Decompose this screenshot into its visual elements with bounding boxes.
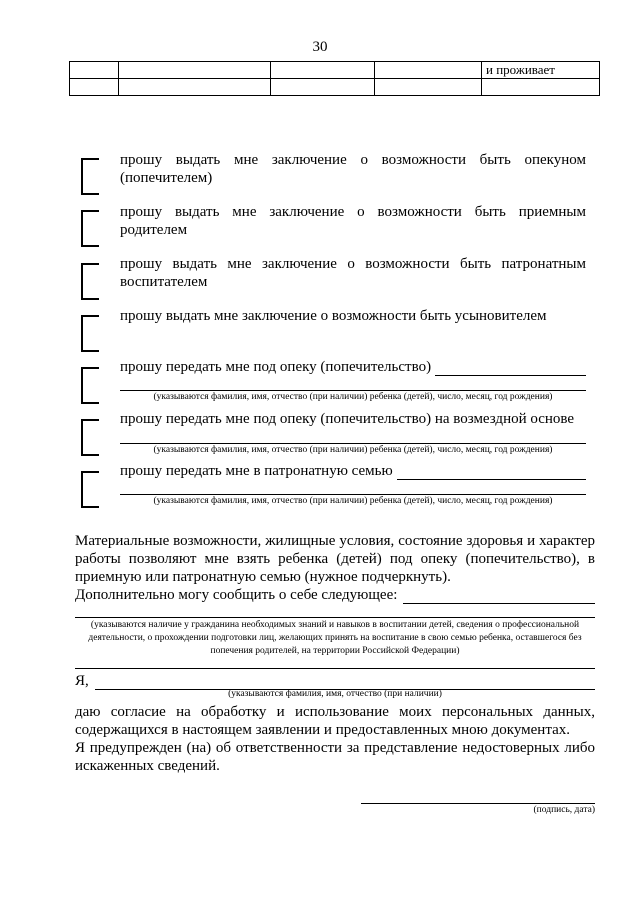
additional-info-field[interactable] [403, 589, 595, 604]
table-cell [271, 79, 375, 96]
option-checkbox-custody[interactable] [81, 367, 99, 404]
table-cell [375, 62, 482, 79]
table-cell [375, 79, 482, 96]
child-name-field[interactable] [435, 361, 586, 376]
additional-info-note: (указываются наличие у гражданина необходимых знаний и навыков в воспитании детей, сведения о профессиональной деятельности, о прохождении подготовки лиц, желающих принять на воспитание в свою семью ребенка, оставшегося без попечения родителей, на территории Российской Федерации) [88, 620, 582, 656]
table-cell [119, 79, 271, 96]
option-custody-note: (указываются фамилия, имя, отчество (при наличии) ребенка (детей), число, месяц, год рождения) [153, 392, 553, 402]
option-foster-parent-text: прошу выдать мне заключение о возможности быть приемным родителем [120, 204, 586, 238]
table-cell [119, 62, 271, 79]
table-cell [70, 79, 119, 96]
signature-line[interactable] [361, 803, 595, 804]
option-checkbox-paid-custody[interactable] [81, 419, 99, 456]
i-label: Я, [75, 673, 89, 689]
additional-info-line [75, 586, 595, 604]
option-patronat-family-text: прошу передать мне в патронатную семью [120, 463, 393, 479]
additional-info-line-2[interactable] [75, 617, 595, 618]
table-cell [271, 62, 375, 79]
table-cell: и проживает [482, 62, 600, 79]
info-table [69, 61, 600, 96]
additional-info-label: Дополнительно могу сообщить о себе следующее: [75, 587, 398, 603]
page-number: 30 [312, 39, 328, 55]
option-checkbox-adopter[interactable] [81, 315, 99, 352]
patronat-child-field[interactable] [397, 465, 586, 480]
table-row [70, 62, 600, 79]
option-checkbox-guardian[interactable] [81, 158, 99, 195]
applicant-name-note: (указываются фамилия, имя, отчество (при наличии) [228, 689, 442, 699]
option-guardian-text: прошу выдать мне заключение о возможности быть опекуном (попечителем) [120, 152, 586, 186]
consent-paragraph: даю согласие на обработку и использование моих персональных данных, содержащихся в настоящем заявлении и предоставленных мною документах. [75, 704, 595, 738]
option-patronat-family-line [120, 462, 586, 480]
option-patronat-text: прошу выдать мне заключение о возможности быть патронатным воспитателем [120, 256, 586, 290]
option-custody-text: прошу передать мне под опеку (попечительство) [120, 359, 432, 375]
conditions-paragraph: Материальные возможности, жилищные условия, состояние здоровья и характер работы позволяют мне взять ребенка (детей) под опеку (попечительство), в приемную или патронатную семью (нужное подчеркнуть). [75, 533, 595, 585]
table-row [70, 79, 600, 96]
option-checkbox-patronat[interactable] [81, 263, 99, 300]
option-adopter-text: прошу выдать мне заключение о возможности быть усыновителем [120, 308, 547, 324]
table-cell [482, 79, 600, 96]
option-patronat-family-note: (указываются фамилия, имя, отчество (при наличии) ребенка (детей), число, месяц, год рождения) [153, 496, 553, 506]
option-custody-line [120, 358, 586, 376]
warning-paragraph: Я предупрежден (на) об ответственности за представление недостоверных либо искаженных сведений. [75, 740, 595, 774]
option-checkbox-patronat-family[interactable] [81, 471, 99, 508]
table-cell [70, 62, 119, 79]
signature-note: (подпись, дата) [533, 805, 595, 815]
additional-info-line-3[interactable] [75, 668, 595, 669]
option-paid-custody-text: прошу передать мне под опеку (попечительство) на возмездной основе [120, 411, 575, 427]
option-paid-custody-note: (указываются фамилия, имя, отчество (при наличии) ребенка (детей), число, месяц, год рождения) [153, 445, 553, 455]
option-checkbox-foster-parent[interactable] [81, 210, 99, 247]
